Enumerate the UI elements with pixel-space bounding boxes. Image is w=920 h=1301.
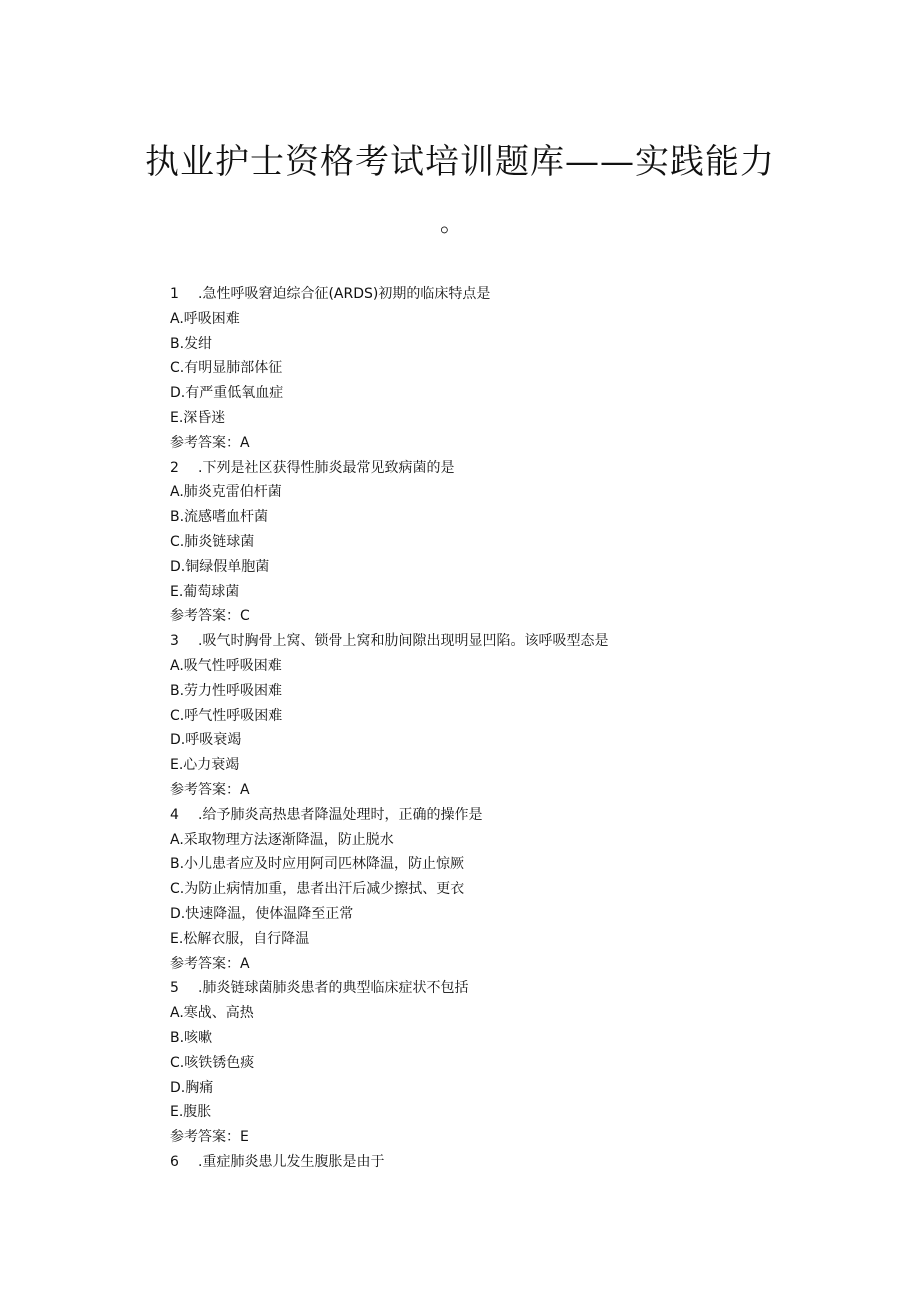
answer-option: D.铜绿假单胞菌 [170,558,270,575]
question-number: 3 [170,633,179,650]
answer-option: B.流感嗜血杆菌 [170,509,269,526]
question-number: 1 [170,286,179,302]
answer-option: E.葡萄球菌 [170,583,240,600]
question-text: .给予肺炎高热患者降温处理时，正确的操作是 [198,806,483,823]
answer-option: E.深昏迷 [170,409,226,426]
answer-option: B.发绀 [170,335,213,352]
answer-option: B.劳力性呼吸困难 [170,682,283,699]
answer-option: A.吸气性呼吸困难 [170,657,282,674]
answer-option: D.胸痛 [170,1079,214,1096]
answer-option: D.有严重低氧血症 [170,385,284,402]
question-stem [170,976,870,1001]
question-stem [170,803,870,828]
question-number: 6 [170,1153,179,1170]
question-number: 5 [170,980,179,997]
question-number: 4 [170,806,179,823]
title-tail-punctuation: 。 [440,209,464,237]
question-text: .吸气时胸骨上窝、锁骨上窝和肋间隙出现明显凹陷。该呼吸型态是 [198,633,609,650]
reference-answer: 参考答案：A [170,781,250,798]
reference-answer: 参考答案：A [170,955,250,972]
question-stem [170,456,870,481]
answer-option: C.咳铁锈色痰 [170,1054,255,1071]
answer-option: C.肺炎链球菌 [170,533,255,550]
question-list [170,282,870,1175]
question-stem [170,282,870,307]
question-text: .重症肺炎患儿发生腹胀是由于 [198,1153,385,1170]
question-stem [170,629,870,654]
answer-option: C.为防止病情加重，患者出汗后减少擦拭、更衣 [170,881,465,898]
answer-option: C.有明显肺部体征 [170,360,283,377]
question-text: .下列是社区获得性肺炎最常见致病菌的是 [198,459,455,476]
answer-option: E.心力衰竭 [170,757,240,774]
reference-answer: 参考答案：A [170,434,250,451]
answer-option: A.寒战、高热 [170,1005,254,1022]
answer-option: A.采取物理方法逐渐降温，防止脱水 [170,831,394,848]
answer-option: E.松解衣服，自行降温 [170,930,310,947]
answer-option: E.腹胀 [170,1104,212,1121]
answer-option: A.肺炎克雷伯杆菌 [170,484,282,501]
reference-answer: 参考答案：C [170,608,250,625]
page-title: 执业护士资格考试培训题库——实践能力 [145,142,775,182]
question-text: .肺炎链球菌肺炎患者的典型临床症状不包括 [198,980,469,997]
reference-answer: 参考答案：E [170,1129,249,1146]
answer-option: A.呼吸困难 [170,310,240,327]
answer-option: C.呼气性呼吸困难 [170,707,283,724]
question-number: 2 [170,459,179,476]
question-stem [170,1150,870,1175]
question-text: .急性呼吸窘迫综合征(ARDS)初期的临床特点是 [198,286,491,302]
answer-option: D.呼吸衰竭 [170,732,242,749]
answer-option: B.小儿患者应及时应用阿司匹林降温，防止惊厥 [170,856,465,873]
answer-option: B.咳嗽 [170,1029,213,1046]
answer-option: D.快速降温，使体温降至正常 [170,905,354,922]
